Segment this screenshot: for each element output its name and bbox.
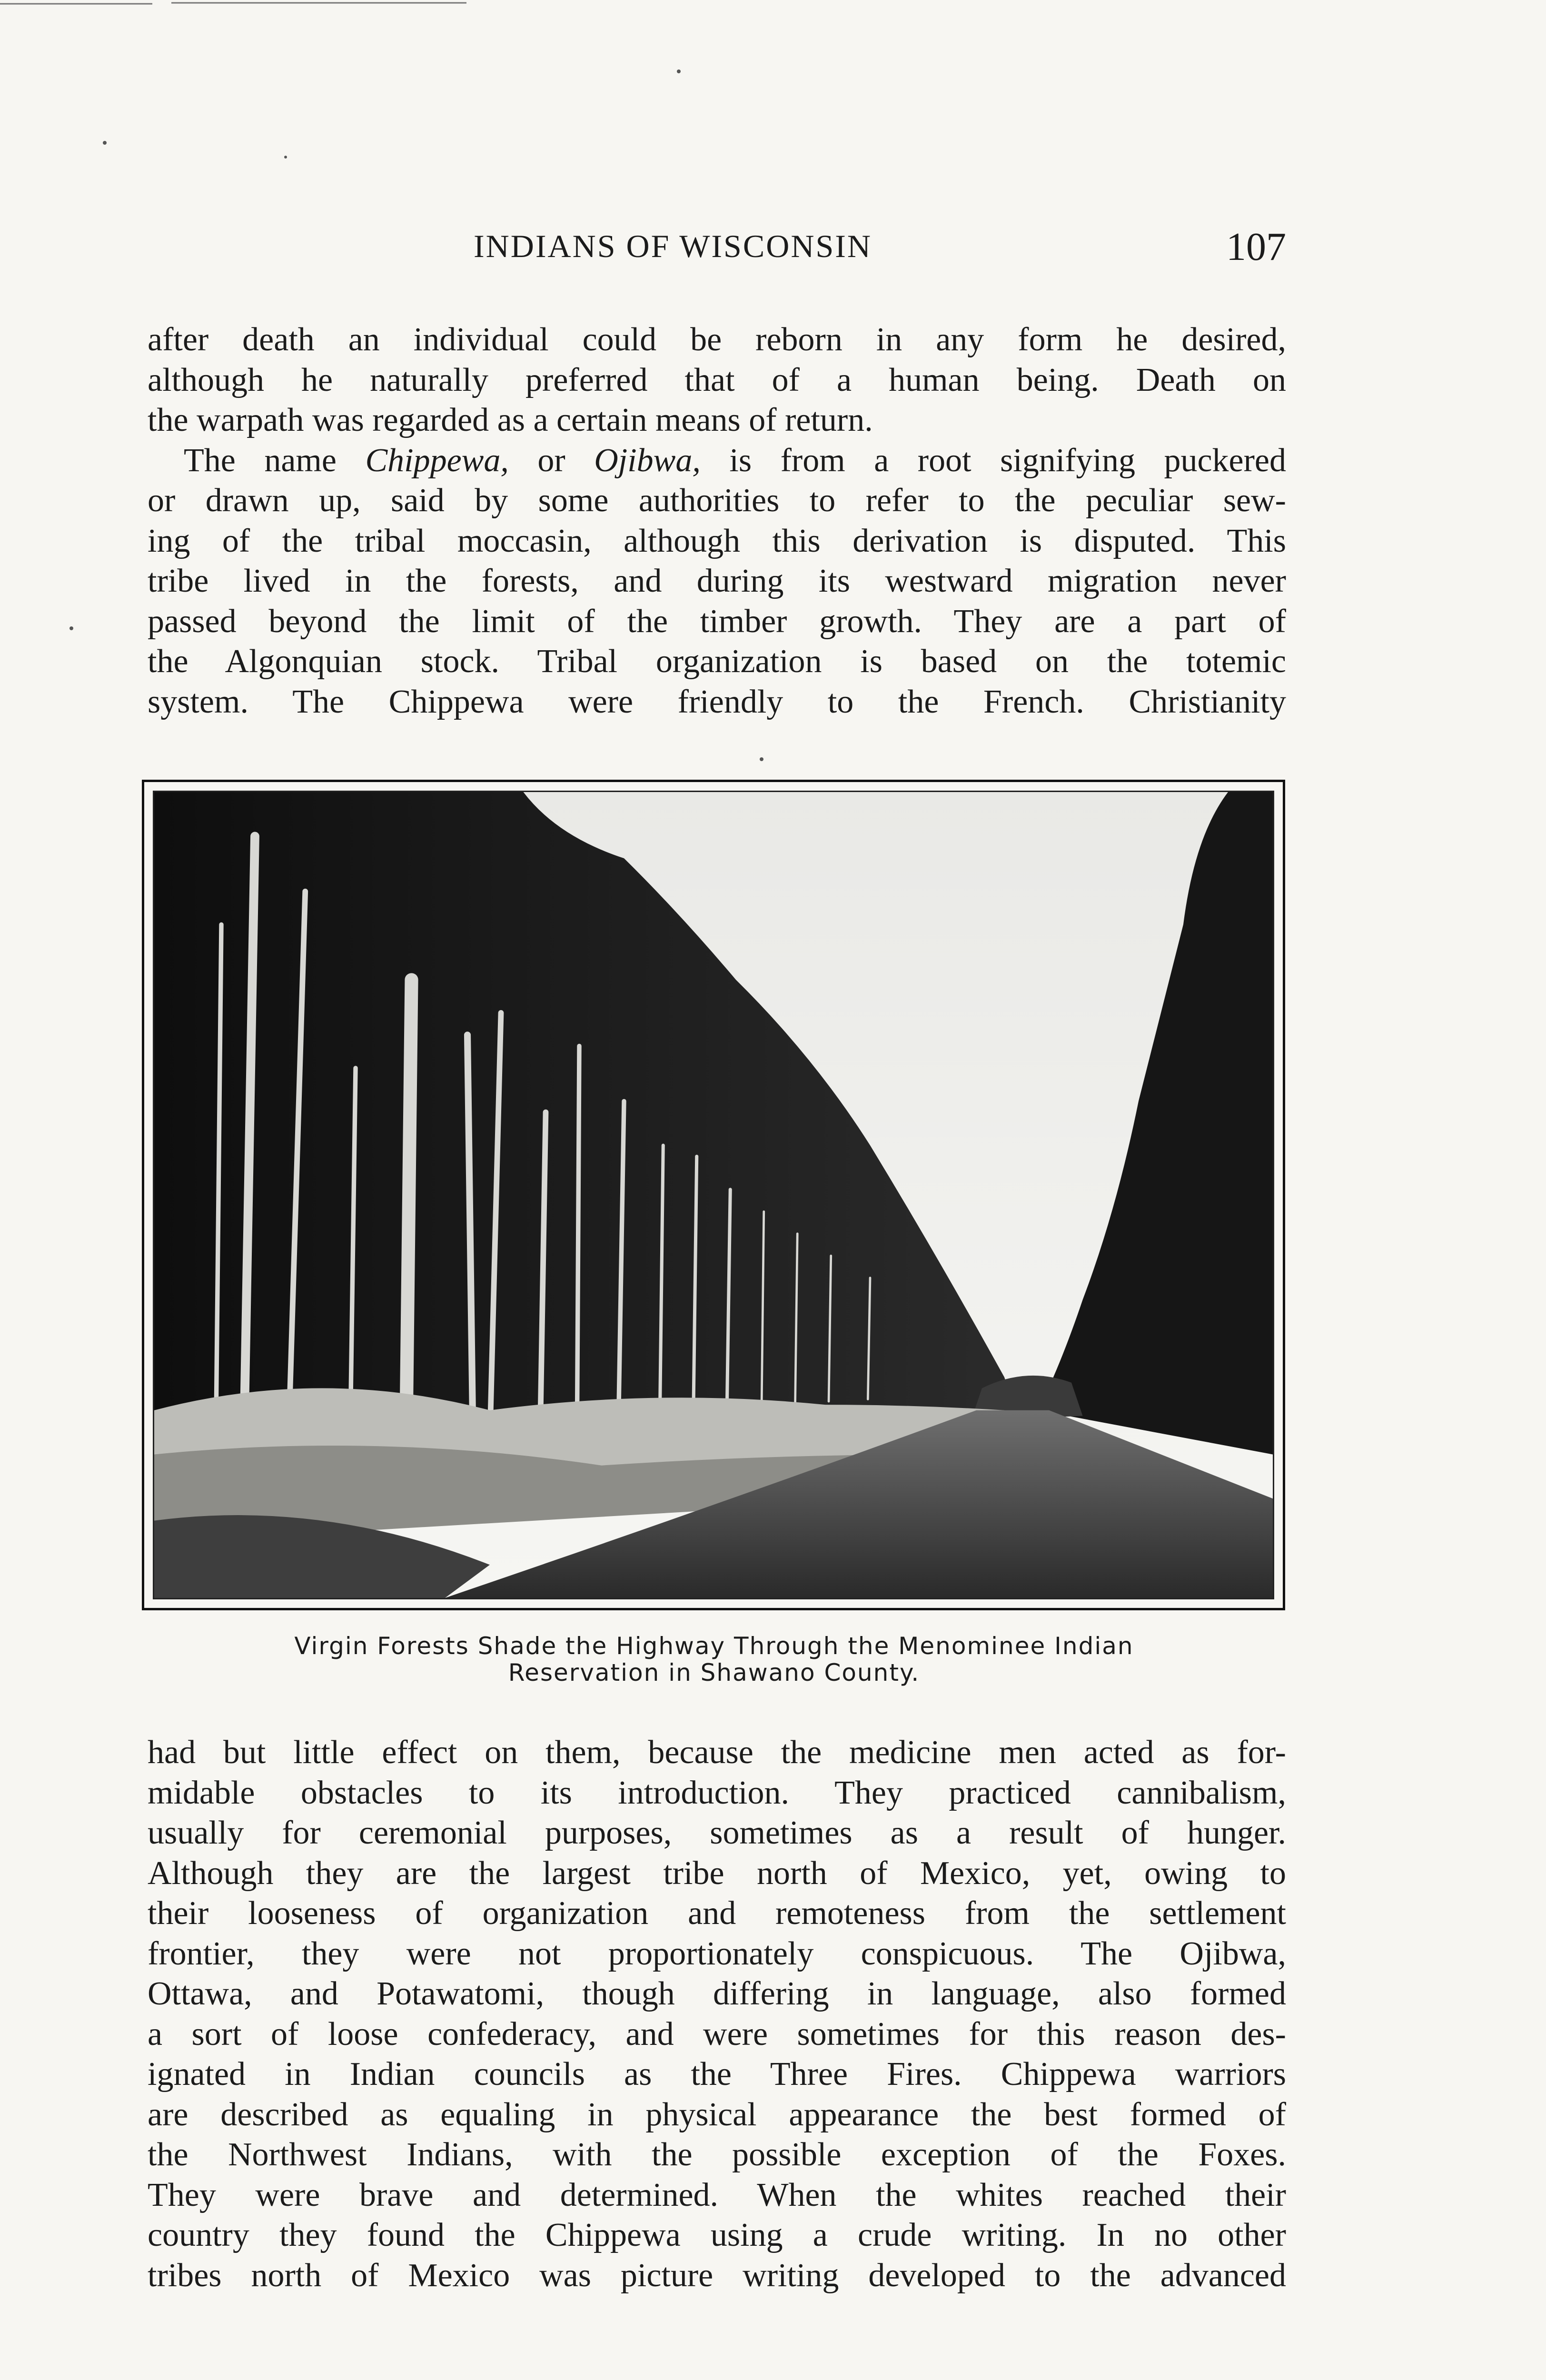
text-line: midable obstacles to its introduction. They practiced cannibalism, <box>148 1774 1286 1811</box>
photo-image <box>153 791 1274 1599</box>
text-line: had but little effect on them, because the medicine men acted as for- <box>148 1734 1286 1771</box>
text-line: ing of the tribal moccasin, although this derivation is disputed. This <box>148 522 1286 559</box>
page-header <box>148 225 1286 280</box>
text-line: after death an individual could be reborn in any form he desired, <box>148 321 1286 358</box>
text-line: passed beyond the limit of the timber growth. They are a part of <box>148 603 1286 640</box>
text-line: their looseness of organization and remoteness from the settlement <box>148 1895 1286 1932</box>
text-line: frontier, they were not proportionately conspicuous. The Ojibwa, <box>148 1935 1286 1972</box>
text-line: country they found the Chippewa using a crude writing. In no other <box>148 2217 1286 2253</box>
text-line: They were brave and determined. When the whites reached their <box>148 2176 1286 2213</box>
figure-caption <box>157 1633 1271 1686</box>
text-line: the Algonquian stock. Tribal organization is based on the totemic <box>148 643 1286 680</box>
text-line: usually for ceremonial purposes, sometimes as a result of hunger. <box>148 1815 1286 1851</box>
text-line: a sort of loose confederacy, and were sometimes for this reason des- <box>148 2015 1286 2053</box>
forest-photograph <box>142 780 1285 1610</box>
forest-road-illustration <box>154 792 1273 1598</box>
italic-term-chippewa: Chippewa, <box>365 442 509 479</box>
text-line-chippewa-name <box>148 441 1286 481</box>
text-fragment: or <box>508 442 595 479</box>
text-line: system. The Chippewa were friendly to the French. Christianity <box>148 683 1286 720</box>
caption-line: Virgin Forests Shade the Highway Through the Menominee Indian <box>294 1632 1134 1660</box>
text-fragment: is from a root signifying puckered <box>700 442 1286 479</box>
text-line: although he naturally preferred that of a human being. Death on <box>148 361 1286 398</box>
text-line: or drawn up, said by some authorities to refer to the peculiar sew- <box>148 482 1286 519</box>
text-line: the Northwest Indians, with the possible exception of the Foxes. <box>148 2136 1286 2173</box>
text-after-figure <box>148 1733 1286 2296</box>
text-line: are described as equaling in physical appearance the best formed of <box>148 2096 1286 2133</box>
text-line: ignated in Indian councils as the Three Fires. Chippewa warriors <box>148 2056 1286 2092</box>
caption-line: Reservation in Shawano County. <box>508 1659 920 1686</box>
page-number: 107 <box>1226 225 1286 269</box>
text-before-figure <box>148 320 1286 722</box>
text-line: Ottawa, and Potawatomi, though differing in language, also formed <box>148 1975 1286 2012</box>
italic-term-ojibwa: Ojibwa, <box>594 442 701 479</box>
text-line: tribes north of Mexico was picture writing developed to the advanced <box>148 2257 1286 2294</box>
text-line: Although they are the largest tribe north of Mexico, yet, owing to <box>148 1854 1286 1892</box>
text-fragment: The name <box>184 442 366 479</box>
text-line: tribe lived in the forests, and during its westward migration never <box>148 563 1286 599</box>
text-line: the warpath was regarded as a certain means of return. <box>148 402 873 438</box>
running-head: INDIANS OF WISCONSIN <box>474 228 872 264</box>
